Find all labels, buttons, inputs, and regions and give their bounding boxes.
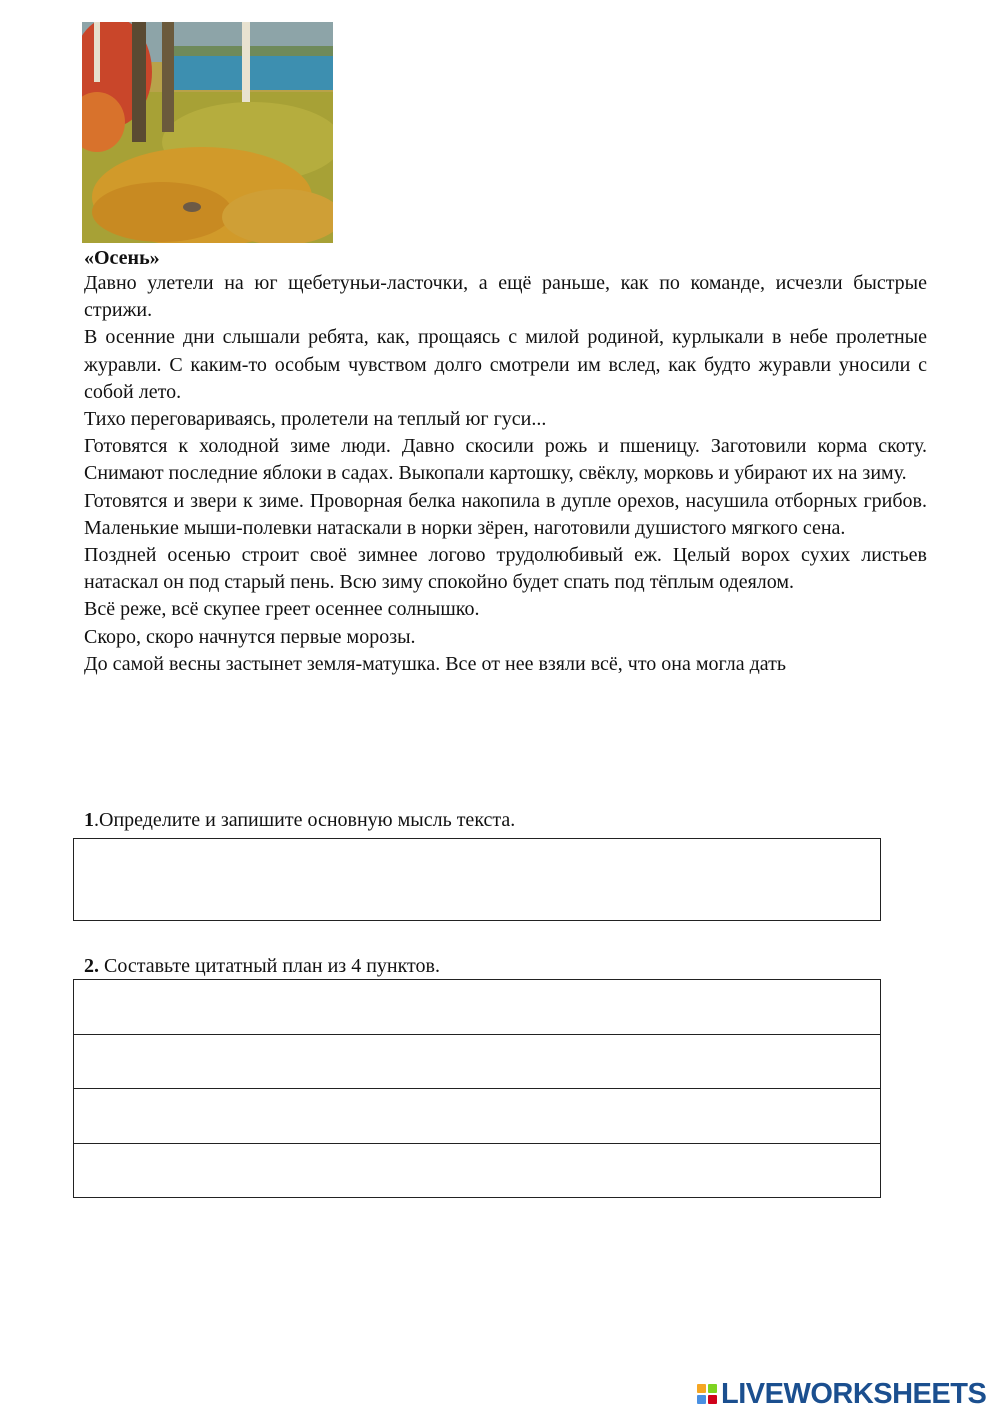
liveworksheets-logo-icon: [697, 1384, 717, 1404]
question-2-number: 2.: [84, 955, 99, 977]
autumn-forest-painting: [82, 22, 333, 243]
story-paragraph: Давно улетели на юг щебетуньи-ласточки, а ещё раньше, как по команде, исчезли быстрые стрижи.: [84, 272, 927, 322]
plan-row-3-field[interactable]: [74, 1089, 880, 1144]
liveworksheets-logo-text: LIVEWORKSHEETS: [721, 1377, 987, 1410]
plan-row-1-field[interactable]: [74, 980, 880, 1035]
autumn-forest-painting-icon: [82, 22, 333, 243]
story-paragraph: Поздней осенью строит своё зимнее логово трудолюбивый еж. Целый ворох сухих листьев натаскал он под старый пень. Всю зиму спокойно будет спать под тёплым одеялом.: [84, 544, 927, 594]
question-1-number: 1: [84, 809, 94, 831]
story-paragraph: Всё реже, всё скупее греет осеннее солнышко.: [84, 598, 480, 621]
main-idea-answer-field[interactable]: [73, 838, 881, 921]
story-paragraph: Готовятся к холодной зиме люди. Давно скосили рожь и пшеницу. Заготовили корма скоту. Снимают последние яблоки в садах. Выкопали картошку, свёклу, морковь и убирают их на зиму.: [84, 435, 927, 485]
story-text: [84, 270, 927, 678]
story-paragraph: До самой весны застынет земля-матушка. Все от нее взяли всё, что она могла дать: [84, 652, 786, 675]
plan-row-4-field[interactable]: [74, 1144, 880, 1198]
story-paragraph: Тихо переговариваясь, пролетели на теплый юг гуси...: [84, 408, 547, 431]
story-title: «Осень»: [84, 247, 160, 269]
quote-plan-table: [73, 979, 881, 1198]
question-1: [84, 808, 515, 832]
question-2: [84, 954, 440, 978]
story-paragraph: Готовятся и звери к зиме. Проворная белка накопила в дупле орехов, насушила отборных грибов. Маленькие мыши-полевки натаскали в норки зёрен, наготовили душистого мягкого сена.: [84, 489, 927, 539]
plan-row-2-field[interactable]: [74, 1035, 880, 1090]
story-paragraph: В осенние дни слышали ребята, как, прощаясь с милой родиной, курлыкали в небе пролетные журавли. С каким-то особым чувством долго смотрели им вслед, как будто журавли уносили с собой лето.: [84, 326, 927, 403]
question-2-text: Составьте цитатный план из 4 пунктов.: [99, 955, 440, 977]
story-paragraph: Скоро, скоро начнутся первые морозы.: [84, 625, 416, 648]
liveworksheets-logo[interactable]: [697, 1377, 986, 1411]
question-1-text: .Определите и запишите основную мысль текста.: [94, 809, 516, 831]
